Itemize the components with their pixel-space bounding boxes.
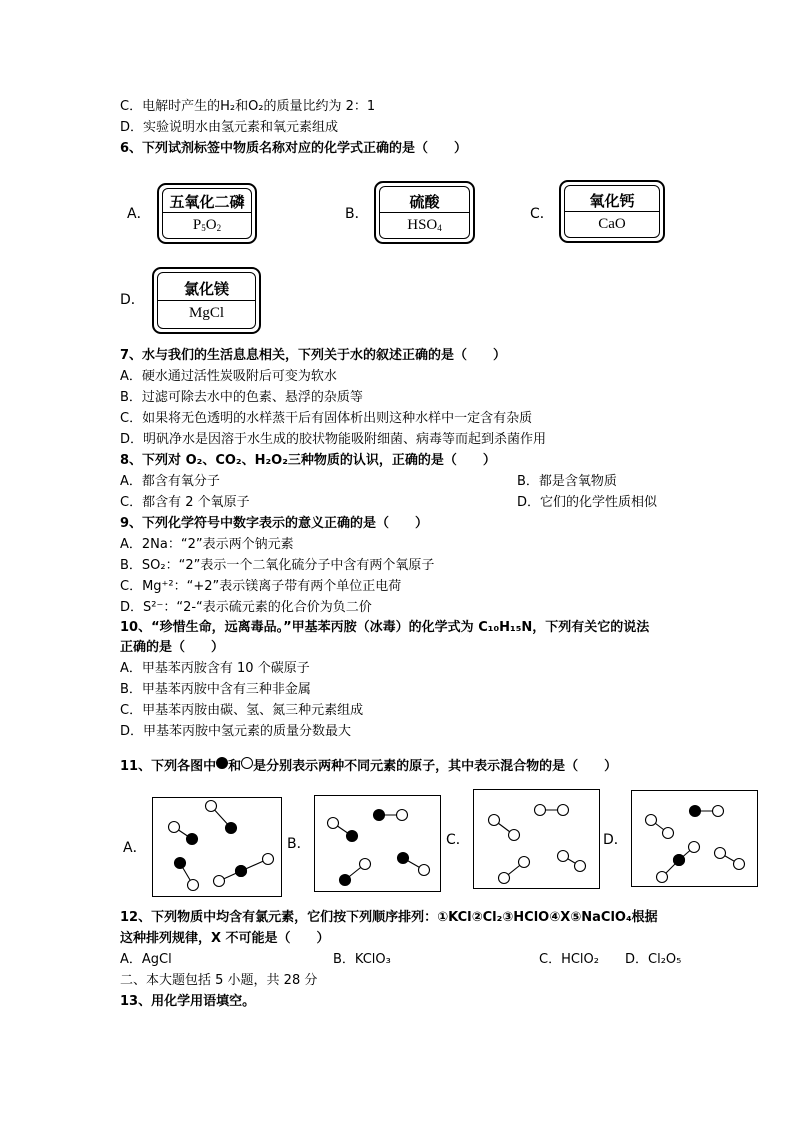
hollow-atom <box>509 830 520 841</box>
filled-atom <box>347 831 358 842</box>
q7-option-c: C．如果将无色透明的水样蒸干后有固体析出则这种水样中一定含有杂质 <box>120 411 533 426</box>
hollow-atom <box>657 872 668 883</box>
hollow-atom <box>360 859 371 870</box>
hollow-atom <box>663 828 674 839</box>
q5-option-d: D．实验说明水由氢元素和氧元素组成 <box>120 120 339 135</box>
q10-stem-line1: 10、“珍惜生命，远离毒品。”甲基苯丙胺（冰毒）的化学式为 C₁₀H₁₅N，下列有关它的说法 <box>120 620 650 635</box>
hollow-atom <box>535 805 546 816</box>
hollow-atom <box>499 873 510 884</box>
q7-stem: 7、水与我们的生活息息相关，下列关于水的叙述正确的是（ ） <box>120 348 507 363</box>
q9-stem: 9、下列化学符号中数字表示的意义正确的是（ ） <box>120 516 429 531</box>
q6-letter-c: C． <box>530 206 554 222</box>
q8-option-d: D．它们的化学性质相似 <box>517 495 658 510</box>
q8-option-c: C．都含有 2 个氧原子 <box>120 495 250 510</box>
filled-atom <box>187 834 198 845</box>
q11-letter-b: B． <box>287 836 311 852</box>
q11-letter-a: A． <box>123 840 147 856</box>
hollow-atom <box>713 806 724 817</box>
filled-atom <box>374 810 385 821</box>
reagent-name-d: 氯化镁 <box>183 280 229 298</box>
q9-option-c: C．Mg⁺²：“+2”表示镁离子带有两个单位正电荷 <box>120 579 402 594</box>
reagent-formula-b: $HSO_4$ <box>407 217 442 233</box>
reagent-formula-d: MgCl <box>188 305 224 321</box>
hollow-atom <box>419 865 430 876</box>
hollow-atom <box>188 880 199 891</box>
filled-atom <box>690 806 701 817</box>
hollow-atom <box>575 861 586 872</box>
q10-option-d: D．甲基苯丙胺中氢元素的质量分数最大 <box>120 724 352 739</box>
q11-letter-d: D． <box>603 832 628 848</box>
q10-option-c: C．甲基苯丙胺由碳、氢、氮三种元素组成 <box>120 703 364 718</box>
q11-stem: 11、下列各图中 和 是分别表示两种不同元素的原子，其中表示混合物的是（ ） <box>120 759 618 774</box>
reagent-formula-c: CaO <box>598 216 626 232</box>
q7-option-a: A．硬水通过活性炭吸附后可变为软水 <box>120 369 337 384</box>
filled-atom <box>175 858 186 869</box>
q12-stem-line2: 这种排列规律，X 不可能是（ ） <box>120 931 330 946</box>
hollow-atom <box>169 822 180 833</box>
q10-stem-line2: 正确的是（ ） <box>120 640 225 655</box>
q6-letter-b: B． <box>345 206 369 222</box>
q10-option-a: A．甲基苯丙胺含有 10 个碳原子 <box>120 661 310 676</box>
q6-stem: 6、下列试剂标签中物质名称对应的化学式正确的是（ ） <box>120 141 468 156</box>
hollow-atom <box>214 876 225 887</box>
hollow-atom <box>397 810 408 821</box>
hollow-atom <box>489 815 500 826</box>
hollow-atom <box>558 851 569 862</box>
hollow-atom <box>558 805 569 816</box>
hollow-atom <box>689 842 700 853</box>
hollow-atom <box>519 857 530 868</box>
q5-option-c: C．电解时产生的H₂和O₂的质量比约为 2：1 <box>120 99 376 114</box>
reagent-name-a: 五氧化二磷 <box>169 193 245 211</box>
filled-atom <box>340 875 351 886</box>
q6-letter-d: D． <box>120 292 145 308</box>
hollow-atom <box>646 815 657 826</box>
q12-option-b: B．KClO₃ <box>333 952 391 967</box>
filled-atom <box>226 823 237 834</box>
q9-option-b: B．SO₂：“2”表示一个二氧化硫分子中含有两个氧原子 <box>120 558 435 573</box>
reagent-name-c: 氧化钙 <box>589 192 635 210</box>
filled-atom <box>674 855 685 866</box>
q8-option-b: B．都是含氧物质 <box>517 474 617 489</box>
q9-option-d: D．S²⁻：“2-“表示硫元素的化合价为负二价 <box>120 600 372 615</box>
q8-option-a: A．都含有氧分子 <box>120 474 220 489</box>
q12-stem-line1: 12、下列物质中均含有氯元素，它们按下列顺序排列：①KCl②Cl₂③HClO④X⑤NaClO₄根据 <box>120 910 658 925</box>
q10-option-b: B．甲基苯丙胺中含有三种非金属 <box>120 682 311 697</box>
filled-atom <box>236 866 247 877</box>
hollow-atom <box>263 854 274 865</box>
q12-option-c: C．HClO₂ <box>539 952 599 967</box>
hollow-atom <box>715 848 726 859</box>
q9-option-a: A．2Na：“2”表示两个钠元素 <box>120 537 294 552</box>
q7-option-b: B．过滤可除去水中的色素、悬浮的杂质等 <box>120 390 363 405</box>
q11-letter-c: C． <box>446 832 470 848</box>
hollow-atom <box>328 818 339 829</box>
reagent-name-b: 硫酸 <box>409 193 440 211</box>
q13-stem: 13、用化学用语填空。 <box>120 994 256 1009</box>
q12-option-d: D．Cl₂O₅ <box>625 952 682 967</box>
q8-stem: 8、下列对 O₂、CO₂、H₂O₂三种物质的认识，正确的是（ ） <box>120 453 496 468</box>
reagent-formula-a: $P_5O_2$ <box>192 217 222 233</box>
filled-atom <box>398 853 409 864</box>
hollow-atom <box>206 801 217 812</box>
q7-option-d: D．明矾净水是因溶于水生成的胶状物能吸附细菌、病毒等而起到杀菌作用 <box>120 432 547 447</box>
hollow-atom <box>734 859 745 870</box>
q6-letter-a: A． <box>127 206 151 222</box>
q12-option-a: A．AgCl <box>120 952 172 967</box>
section-2-heading: 二、本大题包括 5 小题，共 28 分 <box>120 973 318 988</box>
